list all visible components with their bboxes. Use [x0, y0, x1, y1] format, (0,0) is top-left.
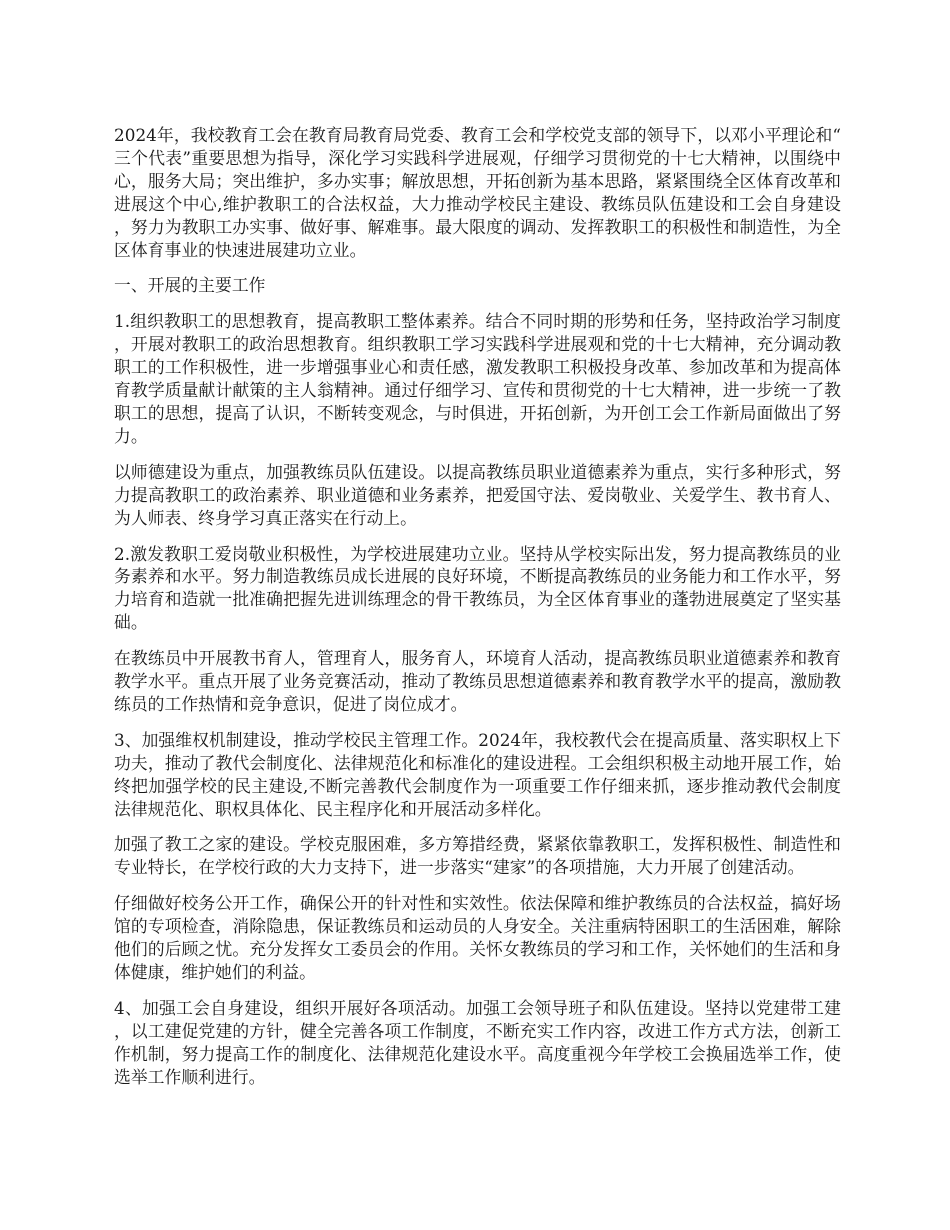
paragraph-item-1: 1.组织教职工的思想教育，提高教职工整体素养。结合不同时期的形势和任务，坚持政治学习制度，开展对教职工的政治思想教育。组织教职工学习实践科学进展观和党的十七大精神，充分调动教职工的工作积极性，进一步增强事业心和责任感，激发教职工积极投身改革、参加改革和为提高体育教学质量献计献策的主人翁精神。通过仔细学习、宣传和贯彻党的十七大精神，进一步统一了教职工的思想，提高了认识，不断转变观念，与时俱进，开拓创新，为开创工会工作新局面做出了努力。 [114, 311, 841, 446]
paragraph-item-3: 3、加强维权机制建设，推动学校民主管理工作。2024年，我校教代会在提高质量、落实职权上下功夫，推动了教代会制度化、法律规范化和标准化的建设进程。工会组织积极主动地开展工作，始终把加强学校的民主建设,不断完善教代会制度作为一项重要工作仔细来抓，逐步推动教代会制度法律规范化、职权具体化、民主程序化和开展活动多样化。 [114, 729, 841, 819]
paragraph-item-4: 4、加强工会自身建设，组织开展好各项活动。加强工会领导班子和队伍建设。坚持以党建带工建，以工建促党建的方针，健全完善各项工作制度，不断充实工作内容，改进工作方式方法，创新工作机制，努力提高工作的制度化、法律规范化建设水平。高度重视今年学校工会换届选举工作，使选举工作顺利进行。 [114, 997, 841, 1087]
paragraph-staff-home: 加强了教工之家的建设。学校克服困难，多方筹措经费，紧紧依靠教职工，发挥积极性、制造性和专业特长，在学校行政的大力支持下，进一步落实“建家”的各项措施，大力开展了创建活动。 [114, 834, 841, 878]
paragraph-education-activities: 在教练员中开展教书育人，管理育人，服务育人，环境育人活动，提高教练员职业道德素养和教育教学水平。重点开展了业务竞赛活动，推动了教练员思想道德素养和教育教学水平的提高，激励教练员的工作热情和竞争意识，促进了岗位成才。 [114, 648, 841, 714]
paragraph-teacher-ethics: 以师德建设为重点，加强教练员队伍建设。以提高教练员职业道德素养为重点，实行多种形式，努力提高教职工的政治素养、职业道德和业务素养，把爱国守法、爱岗敬业、关爱学生、教书育人、为人师表、终身学习真正落实在行动上。 [114, 461, 841, 528]
document-body [114, 124, 841, 1102]
paragraph-item-2: 2.激发教职工爱岗敬业积极性，为学校进展建功立业。坚持从学校实际出发，努力提高教练员的业务素养和水平。努力制造教练员成长进展的良好环境，不断提高教练员的业务能力和工作水平，努力培育和造就一批准确把握先进训练理念的骨干教练员，为全区体育事业的蓬勃进展奠定了坚实基础。 [114, 543, 841, 633]
intro-paragraph: 2024年，我校教育工会在教育局教育局党委、教育工会和学校党支部的领导下，以邓小平理论和“三个代表”重要思想为指导，深化学习实践科学进展观，仔细学习贯彻党的十七大精神，以围绕中心，服务大局；突出维护，多办实事；解放思想，开拓创新为基本思路，紧紧围绕全区体育改革和进展这个中心,维护教职工的合法权益，大力推动学校民主建设、教练员队伍建设和工会自身建设，努力为教职工办实事、做好事、解难事。最大限度的调动、发挥教职工的积极性和制造性，为全区体育事业的快速进展建功立业。 [114, 125, 841, 260]
paragraph-school-affairs: 仔细做好校务公开工作，确保公开的针对性和实效性。依法保障和维护教练员的合法权益，搞好场馆的专项检查，消除隐患，保证教练员和运动员的人身安全。关注重病特困职工的生活困难，解除他们的后顾之忧。充分发挥女工委员会的作用。关怀女教练员的学习和工作，关怀她们的生活和身体健康，维护她们的利益。 [114, 893, 841, 982]
section-heading: 一、开展的主要工作 [114, 275, 266, 296]
